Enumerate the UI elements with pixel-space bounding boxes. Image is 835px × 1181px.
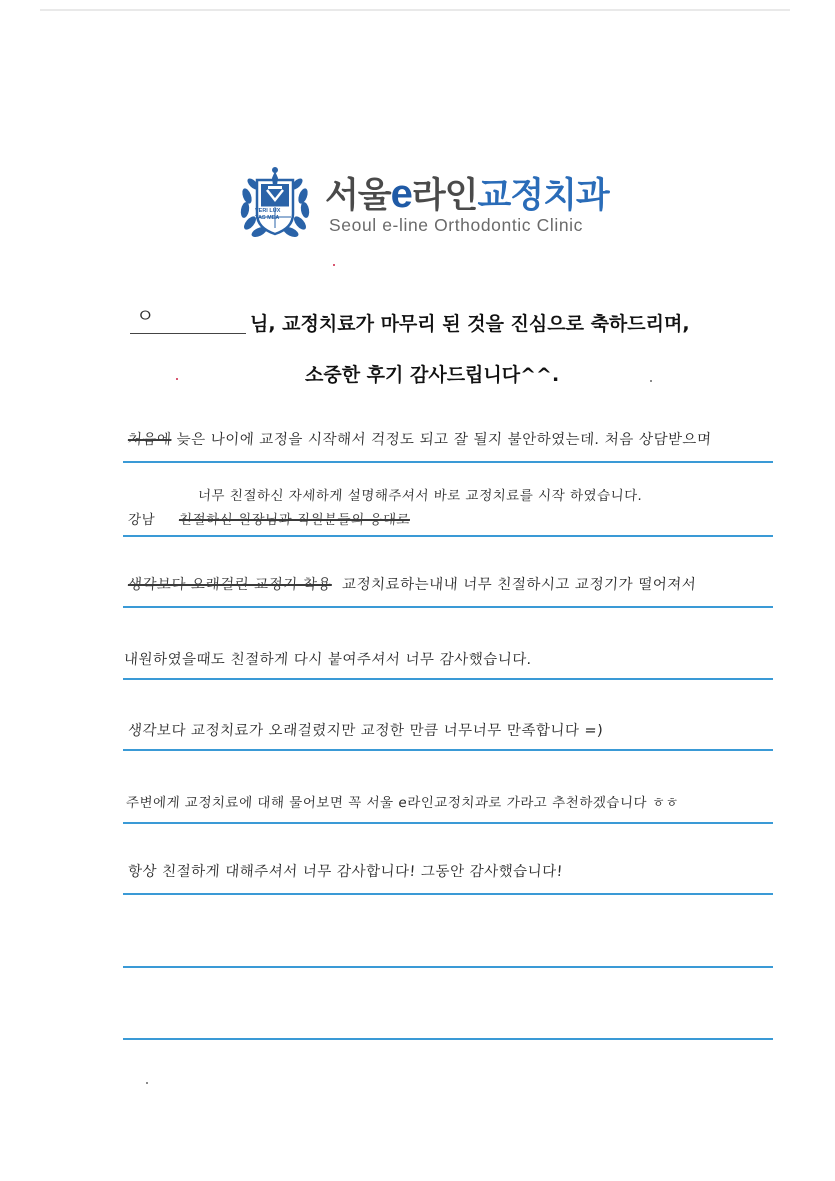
review-line-2-insert: 너무 친절하신 자세하게 설명해주셔서 바로 교정치료를 시작 하였습니다. xyxy=(197,488,643,504)
review-line-6: 주변에게 교정치료에 대해 물어보면 꼭 서울 e라인교정치과로 가라고 추천하겠습니다 ㅎㅎ xyxy=(125,795,680,811)
review-line-1: 처음에 늦은 나이에 교정을 시작해서 걱정도 되고 잘 될지 불안하였는데. 처음 상담받으며 xyxy=(127,432,713,448)
greeting-line-1: 님, 교정치료가 마무리 된 것을 진심으로 축하드리며, xyxy=(250,313,690,335)
clinic-name-english: Seoul e-line Orthodontic Clinic xyxy=(329,215,583,235)
ruled-line xyxy=(123,893,773,895)
scan-edge xyxy=(40,9,790,11)
ruled-line xyxy=(123,749,773,751)
scan-speck xyxy=(176,378,178,380)
ruled-line xyxy=(123,535,773,537)
recipient-name-blank xyxy=(130,333,246,334)
struck-text: 친절하신 원장님과 직원분들의 응대로 xyxy=(178,512,411,528)
greeting-line-2: 소중한 후기 감사드립니다^^. xyxy=(305,364,560,386)
struck-text: 처음에 xyxy=(127,432,172,448)
struck-text: 생각보다 오래걸린 교정기 착용 xyxy=(127,577,333,593)
ruled-line xyxy=(123,606,773,608)
scan-speck xyxy=(333,264,335,266)
review-line-5: 생각보다 교정치료가 오래걸렸지만 교정한 만큼 너무너무 만족합니다 =) xyxy=(127,723,604,739)
review-line-7: 항상 친절하게 대해주셔서 너무 감사합니다! 그동안 감사했습니다! xyxy=(127,864,564,880)
university-seal-icon xyxy=(237,166,313,242)
ruled-line xyxy=(123,822,773,824)
seal-motto: VERI LUX TAS MEA xyxy=(255,208,281,221)
ruled-line xyxy=(123,461,773,463)
clinic-name-korean: 서울e라인교정치과 xyxy=(325,172,609,216)
scan-speck xyxy=(146,1082,148,1084)
recipient-name-mark: ㅇ xyxy=(136,306,155,327)
review-line-2: 강남 친절하신 원장님과 직원분들의 응대로 xyxy=(127,512,411,528)
scan-speck xyxy=(650,380,652,382)
ruled-line xyxy=(123,1038,773,1040)
clinic-logo xyxy=(237,164,657,244)
review-line-4: 내원하였을때도 친절하게 다시 붙여주셔서 너무 감사했습니다. xyxy=(123,652,533,668)
ruled-line xyxy=(123,966,773,968)
review-line-3: 생각보다 오래걸린 교정기 착용 교정치료하는내내 너무 친절하시고 교정기가 떨어져서 xyxy=(127,577,697,593)
ruled-line xyxy=(123,678,773,680)
